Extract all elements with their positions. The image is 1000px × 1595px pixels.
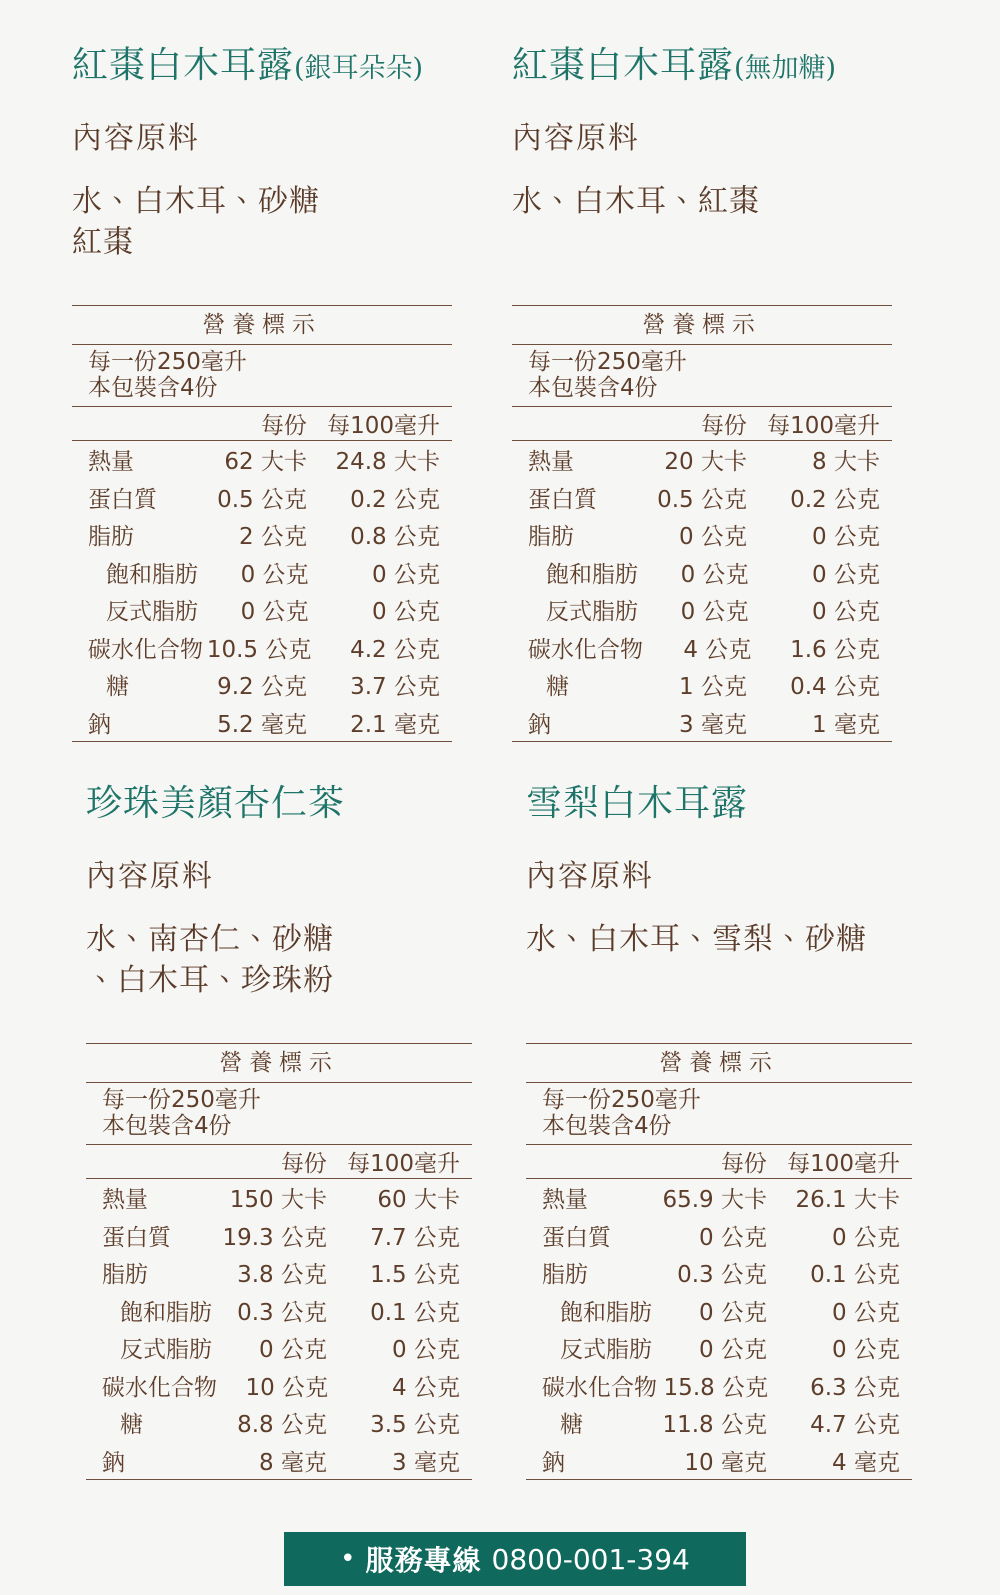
nutrition-row-fat xyxy=(526,1254,912,1292)
per-serving-value: 9.2 公克 xyxy=(217,674,307,701)
col-per-serving: 每份 xyxy=(261,413,307,439)
nutrient-label: 鈉 xyxy=(528,711,551,738)
nutrition-table xyxy=(72,305,452,742)
per-100ml-value: 1 毫克 xyxy=(812,711,880,738)
product-title xyxy=(526,782,960,829)
product-title-main: 紅棗白木耳露 xyxy=(512,45,735,86)
product-section-pearl-almond-tea xyxy=(72,782,512,1480)
per-100ml-value: 3 毫克 xyxy=(392,1449,460,1476)
nutrition-rows xyxy=(86,1179,472,1479)
per-100ml-value: 0 公克 xyxy=(832,1224,900,1251)
per-serving-value: 0 公克 xyxy=(680,599,749,626)
nutrition-row-protein xyxy=(72,479,452,517)
per-100ml-value: 7.7 公克 xyxy=(370,1224,460,1251)
nutrient-label: 熱量 xyxy=(102,1187,148,1214)
nutrient-label: 碳水化合物 xyxy=(542,1374,657,1401)
serving-info xyxy=(72,345,452,407)
nutrition-row-saturated-fat xyxy=(526,1292,912,1330)
nutrient-label: 熱量 xyxy=(542,1187,588,1214)
nutrient-label: 蛋白質 xyxy=(102,1224,171,1251)
nutrition-row-carbohydrate xyxy=(72,629,452,667)
nutrient-label: 脂肪 xyxy=(542,1262,588,1289)
serving-size: 每一份250毫升 xyxy=(88,349,247,375)
per-100ml-value: 0.2 公克 xyxy=(350,486,440,513)
product-title xyxy=(86,782,512,829)
product-title-main: 雪梨白木耳露 xyxy=(526,783,749,824)
hotline-label: 服務專線 xyxy=(365,1544,482,1577)
ingredients-line: 水、白木耳、砂糖 xyxy=(72,184,320,219)
nutrition-row-trans-fat xyxy=(526,1329,912,1367)
per-serving-value: 5.2 毫克 xyxy=(217,711,307,738)
per-100ml-value: 4 公克 xyxy=(392,1374,460,1401)
serving-size: 每一份250毫升 xyxy=(102,1087,261,1113)
per-serving-value: 0 公克 xyxy=(699,1224,767,1251)
per-100ml-value: 1.5 公克 xyxy=(370,1262,460,1289)
col-per-100ml: 每100毫升 xyxy=(787,1151,900,1177)
nutrition-table xyxy=(512,305,892,742)
nutrition-table-title: 營養標示 xyxy=(526,1044,912,1083)
serving-size: 每一份250毫升 xyxy=(542,1087,701,1113)
per-100ml-value: 0.1 公克 xyxy=(810,1262,900,1289)
col-per-100ml: 每100毫升 xyxy=(347,1151,460,1177)
nutrient-label: 糖 xyxy=(560,1412,583,1439)
product-title-suffix: (無加糖) xyxy=(734,53,837,84)
nutrition-table-title: 營養標示 xyxy=(72,306,452,345)
per-serving-value: 3 毫克 xyxy=(679,711,747,738)
nutrition-table xyxy=(86,1043,472,1480)
nutrient-label: 鈉 xyxy=(542,1449,565,1476)
product-title-suffix: (銀耳朵朵) xyxy=(294,53,424,84)
nutrition-row-carbohydrate xyxy=(512,629,892,667)
nutrition-row-sodium xyxy=(72,704,452,742)
per-serving-value: 8.8 公克 xyxy=(237,1412,327,1439)
nutrition-rows xyxy=(526,1179,912,1479)
per-100ml-value: 3.5 公克 xyxy=(370,1412,460,1439)
nutrition-table xyxy=(526,1043,912,1480)
ingredients-text xyxy=(526,919,960,1003)
nutrient-label: 鈉 xyxy=(88,711,111,738)
per-100ml-value: 4 毫克 xyxy=(832,1449,900,1476)
serving-info xyxy=(526,1083,912,1145)
per-serving-value: 8 毫克 xyxy=(259,1449,327,1476)
nutrient-label: 脂肪 xyxy=(88,524,134,551)
per-100ml-value: 0 公克 xyxy=(392,1337,460,1364)
per-100ml-value: 1.6 公克 xyxy=(790,636,880,663)
per-100ml-value: 60 大卡 xyxy=(377,1187,460,1214)
nutrition-row-sugar xyxy=(86,1404,472,1442)
nutrient-label: 飽和脂肪 xyxy=(546,561,638,588)
nutrient-label: 飽和脂肪 xyxy=(560,1299,652,1326)
per-serving-value: 0.5 公克 xyxy=(657,486,747,513)
per-serving-value: 2 公克 xyxy=(239,524,307,551)
nutrition-row-saturated-fat xyxy=(512,554,892,592)
per-serving-value: 0.3 公克 xyxy=(677,1262,767,1289)
servings-per-pack: 本包裝含4份 xyxy=(542,1113,672,1139)
per-serving-value: 20 大卡 xyxy=(664,449,747,476)
hotline-number: 0800-001-394 xyxy=(491,1542,690,1576)
nutrition-row-protein xyxy=(526,1217,912,1255)
nutrient-label: 碳水化合物 xyxy=(88,636,203,663)
per-serving-value: 10 毫克 xyxy=(684,1449,767,1476)
per-100ml-value: 0.1 公克 xyxy=(370,1299,460,1326)
nutrient-label: 糖 xyxy=(120,1412,143,1439)
nutrient-label: 熱量 xyxy=(88,449,134,476)
per-serving-value: 150 大卡 xyxy=(229,1187,327,1214)
col-per-100ml: 每100毫升 xyxy=(327,413,440,439)
nutrient-label: 熱量 xyxy=(528,449,574,476)
col-per-100ml: 每100毫升 xyxy=(767,413,880,439)
nutrition-table-title: 營養標示 xyxy=(512,306,892,345)
per-serving-value: 3.8 公克 xyxy=(237,1262,327,1289)
nutrient-label: 飽和脂肪 xyxy=(106,561,198,588)
nutrient-label: 飽和脂肪 xyxy=(120,1299,212,1326)
col-per-serving: 每份 xyxy=(281,1151,327,1177)
ingredients-heading: 內容原料 xyxy=(512,121,640,156)
nutrition-row-sodium xyxy=(512,704,892,742)
per-100ml-value: 2.1 毫克 xyxy=(350,711,440,738)
nutrition-table-title: 營養標示 xyxy=(86,1044,472,1083)
per-serving-value: 0 公克 xyxy=(699,1299,767,1326)
serving-size: 每一份250毫升 xyxy=(528,349,687,375)
per-100ml-value: 0 公克 xyxy=(832,1337,900,1364)
col-per-serving: 每份 xyxy=(721,1151,767,1177)
nutrition-row-fat xyxy=(86,1254,472,1292)
per-serving-value: 0.5 公克 xyxy=(217,486,307,513)
nutrition-row-calories xyxy=(526,1179,912,1217)
per-serving-value: 1 公克 xyxy=(679,674,747,701)
nutrition-row-fat xyxy=(72,516,452,554)
nutrition-row-protein xyxy=(86,1217,472,1255)
nutrition-rows xyxy=(72,441,452,741)
nutrient-label: 脂肪 xyxy=(102,1262,148,1289)
per-serving-value: 0 公克 xyxy=(679,524,747,551)
column-headers xyxy=(72,407,452,441)
per-100ml-value: 3.7 公克 xyxy=(350,674,440,701)
product-section-snow-pear xyxy=(512,782,960,1480)
nutrient-label: 反式脂肪 xyxy=(106,599,198,626)
per-serving-value: 4 公克 xyxy=(683,636,752,663)
nutrition-rows xyxy=(512,441,892,741)
ingredients-line: 水、白木耳、紅棗 xyxy=(512,184,760,219)
product-title-main: 珍珠美顏杏仁茶 xyxy=(86,783,346,824)
per-100ml-value: 0 公克 xyxy=(812,599,880,626)
nutrient-label: 蛋白質 xyxy=(528,486,597,513)
bullet-icon: • xyxy=(340,1544,356,1574)
nutrition-row-calories xyxy=(512,441,892,479)
nutrition-row-protein xyxy=(512,479,892,517)
per-100ml-value: 4.2 公克 xyxy=(350,636,440,663)
column-headers xyxy=(86,1145,472,1179)
nutrition-row-carbohydrate xyxy=(526,1367,912,1405)
ingredients-text xyxy=(512,181,960,265)
servings-per-pack: 本包裝含4份 xyxy=(528,375,658,401)
nutrition-row-saturated-fat xyxy=(72,554,452,592)
per-100ml-value: 0 公克 xyxy=(812,524,880,551)
ingredients-heading: 內容原料 xyxy=(72,121,200,156)
per-100ml-value: 0.2 公克 xyxy=(790,486,880,513)
per-100ml-value: 6.3 公克 xyxy=(810,1374,900,1401)
nutrition-row-sugar xyxy=(512,666,892,704)
nutrient-label: 糖 xyxy=(546,674,569,701)
nutrition-row-fat xyxy=(512,516,892,554)
nutrient-label: 糖 xyxy=(106,674,129,701)
ingredients-text xyxy=(72,181,512,265)
serving-info xyxy=(86,1083,472,1145)
ingredients-line: 水、白木耳、雪梨、砂糖 xyxy=(526,922,867,957)
nutrition-row-calories xyxy=(86,1179,472,1217)
nutrition-row-trans-fat xyxy=(86,1329,472,1367)
per-100ml-value: 0 公克 xyxy=(372,561,440,588)
product-section-red-date-no-sugar xyxy=(512,44,960,742)
nutrient-label: 反式脂肪 xyxy=(546,599,638,626)
ingredients-heading: 內容原料 xyxy=(86,859,214,894)
column-headers xyxy=(512,407,892,441)
nutrition-row-sodium xyxy=(526,1442,912,1480)
per-serving-value: 62 大卡 xyxy=(224,449,307,476)
per-100ml-value: 4.7 公克 xyxy=(810,1412,900,1439)
nutrient-label: 脂肪 xyxy=(528,524,574,551)
product-section-red-date-silver-ear xyxy=(72,44,512,742)
ingredients-line: 紅棗 xyxy=(72,225,134,260)
per-100ml-value: 8 大卡 xyxy=(812,449,880,476)
per-serving-value: 10 公克 xyxy=(245,1374,329,1401)
nutrition-row-calories xyxy=(72,441,452,479)
ingredients-heading: 內容原料 xyxy=(526,859,654,894)
nutrient-label: 蛋白質 xyxy=(542,1224,611,1251)
per-100ml-value: 0.8 公克 xyxy=(350,524,440,551)
per-serving-value: 10.5 公克 xyxy=(206,636,312,663)
ingredients-line: 、白木耳、珍珠粉 xyxy=(86,963,334,998)
per-100ml-value: 0 公克 xyxy=(832,1299,900,1326)
per-serving-value: 11.8 公克 xyxy=(662,1412,767,1439)
footer xyxy=(0,1532,1000,1586)
nutrient-label: 鈉 xyxy=(102,1449,125,1476)
ingredients-text xyxy=(86,919,512,1003)
service-hotline-bar xyxy=(284,1532,746,1586)
per-100ml-value: 24.8 大卡 xyxy=(335,449,440,476)
col-per-serving: 每份 xyxy=(701,413,747,439)
per-serving-value: 15.8 公克 xyxy=(663,1374,769,1401)
per-100ml-value: 0 公克 xyxy=(372,599,440,626)
nutrient-label: 反式脂肪 xyxy=(120,1337,212,1364)
per-100ml-value: 0.4 公克 xyxy=(790,674,880,701)
column-headers xyxy=(526,1145,912,1179)
per-serving-value: 0 公克 xyxy=(259,1337,327,1364)
nutrient-label: 反式脂肪 xyxy=(560,1337,652,1364)
nutrition-row-saturated-fat xyxy=(86,1292,472,1330)
nutrition-row-sodium xyxy=(86,1442,472,1480)
per-serving-value: 0 公克 xyxy=(240,561,309,588)
nutrient-label: 碳水化合物 xyxy=(528,636,643,663)
nutrition-row-trans-fat xyxy=(512,591,892,629)
product-title-main: 紅棗白木耳露 xyxy=(72,45,295,86)
per-serving-value: 0 公克 xyxy=(699,1337,767,1364)
servings-per-pack: 本包裝含4份 xyxy=(102,1113,232,1139)
product-title xyxy=(72,44,512,91)
nutrient-label: 蛋白質 xyxy=(88,486,157,513)
nutrition-row-carbohydrate xyxy=(86,1367,472,1405)
ingredients-line: 水、南杏仁、砂糖 xyxy=(86,922,334,957)
per-serving-value: 19.3 公克 xyxy=(222,1224,327,1251)
product-title xyxy=(512,44,960,91)
per-serving-value: 65.9 大卡 xyxy=(662,1187,767,1214)
per-100ml-value: 0 公克 xyxy=(812,561,880,588)
nutrition-row-trans-fat xyxy=(72,591,452,629)
nutrition-row-sugar xyxy=(72,666,452,704)
per-serving-value: 0 公克 xyxy=(240,599,309,626)
serving-info xyxy=(512,345,892,407)
per-serving-value: 0 公克 xyxy=(680,561,749,588)
per-100ml-value: 26.1 大卡 xyxy=(795,1187,900,1214)
per-serving-value: 0.3 公克 xyxy=(237,1299,327,1326)
nutrition-row-sugar xyxy=(526,1404,912,1442)
servings-per-pack: 本包裝含4份 xyxy=(88,375,218,401)
nutrient-label: 碳水化合物 xyxy=(102,1374,217,1401)
